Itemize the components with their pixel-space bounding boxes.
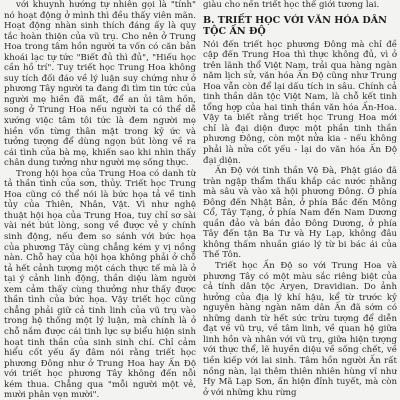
right-paragraph-2: Ấn Độ với tinh thần Vệ Đà, Phật giáo đã tràn ngập thẩm thấu khắp các nước nhằng mà sâu và vào xã hội phương Đông. Ở phía Đông đến Nhật Bản, ở phía Bắc đến Mông Cổ, Tây Tạng, ở phía Nam đến Nam Dương quần đảo và bán đảo Đông Dương, ở phía Tây đến tận Ba Tư và Hy Lạp, không đâu không thấm nhuần giáo lý từ bi bác ái của Thế Tôn. — [203, 166, 397, 261]
left-paragraph-2: Trong hội họa của Trung Hoa có danh từ tả thần tình của sơn, thủy. Triết học Trung Hoa cũng có thể nói là bức họa tả về tinh tủy của Thiên, Nhân, Vật. Vì như nghệ thuật hội họa của Trung Hoa, tuy chỉ sơ sài vài nét bút lòng, song về được vẻ y chính sinh động, nếu đem so sánh với bức họa của phương Tây cùng chẳng kém y vị nồng nàn. Chỗ hay của hội họa không phải ở chỗ tả hết cảnh tượng một cách thực tế mà là ở tại ý cảnh linh động, thần diệu làm người xem cảm thấy cùng thưởng như thấy được thần tình của bức họa. Vậy triết học cũng chẳng phải giữ cả tinh linh của vũ trụ vào trong hệ thống một lý luận, mà chính là ở chỗ nắm được cái tinh lực sự biểu hiện sinh hoạt tinh thần của sinh sinh chí. Chỉ cảm hiểu cốt yếu ấy đâm nói rằng triết học phương Đông như ở Trung Hoa hay Ấn Độ với triết học phương Tây không đến nỗi kém thua. Chẳng qua "mỗi người một vẻ, mười phân vẹn mười". — [4, 168, 196, 400]
left-text-column — [4, 0, 196, 400]
right-paragraph-1: Nói đến triết học phương Đông mà chỉ đề cập đến Trung Hoa thì thực không đủ, vì ở trên lãnh thổ Việt Nam, trải qua hàng ngàn năm lịch sử, văn hóa Ấn Độ cũng như Trung Hoa vẫn còn để lại dấu tích in sâu. Chính cả tinh thần dân tộc Việt Nam, là chỗ kết tinh tổng hợp của hai tinh thần văn hóa Ấn-Hoa. Vậy ta biết rằng triết học Trung Hoa mới chỉ là đại diện được một phần tinh thần phương Đông, còn một nửa kia - nếu không phải là nửa cốt yếu - lại do văn hóa Ấn Độ đại diện. — [203, 39, 397, 166]
right-paragraph-3: Triết học Ấn Độ so với Trung Hoa và phương Tây có một màu sắc riêng biệt của cả tính dân tộc Aryen, Dravidian. Do ảnh hưởng của địa lý khí hậu, kể từ trước kỷ nguyên hàng ngàn năm dân Ấn đã sớm có những danh từ hết sức trừu tượng để diễn đạt về vũ trụ, về tâm linh, về quan hệ giữa linh hồn và nhân với vũ trụ, giữa hiện tượng với thực thể, lẽ huyền diệu về sống chết, về tiền kiếp với lai sinh. Tâm hồn người Ấn rất nồng nàn, lại thêm thiên nhiên hùng vĩ như Hy Mã Lạp Sơn, ấn hiện đỉnh tuyết, mà còn ở với những khu rừng — [203, 261, 397, 398]
left-paragraph-1: với khuynh hướng tự nhiên gọi là "tính" nó hoạt động ở mình thì đều thấy viên mãn. Hoạt động nhàn sinh thích đáng ấy là quy tắc hoàn thiện của vũ trụ. Cho nên ở Trung Hoa trong tâm hồn người ta vốn có căn bản khoái lạc tự tức "Biết đủ thì đủ", "Hiếu học cần hồ trí". Tuy triết học Trung Hoa không suy tích đối đáo về lý luận suy chứng như ở phương Tây người ta đang đi tìm tin tức của người mẹ hiền đã mất, để an ủi tâm hồn, song ở Trung Hoa nếu người ta có thể dễ xướng việc tâm tôi tức là đem người mẹ hiền vốn từng thân mật trong kỷ ức và tưởng tượng để dùng ngọn bút lòng về ra cái tình của bà mẹ, khiến sao khi nhìn thấy chân dung tưởng như người mẹ sống thực. — [4, 0, 196, 169]
right-top-fragment: giàu cho nền triết học thế giới tương lai. — [203, 0, 380, 10]
right-text-column — [203, 0, 397, 400]
section-heading: B. TRIẾT HỌC VỚI VĂN HÓA DÂN TỘC ẤN ĐỘ — [203, 14, 387, 37]
